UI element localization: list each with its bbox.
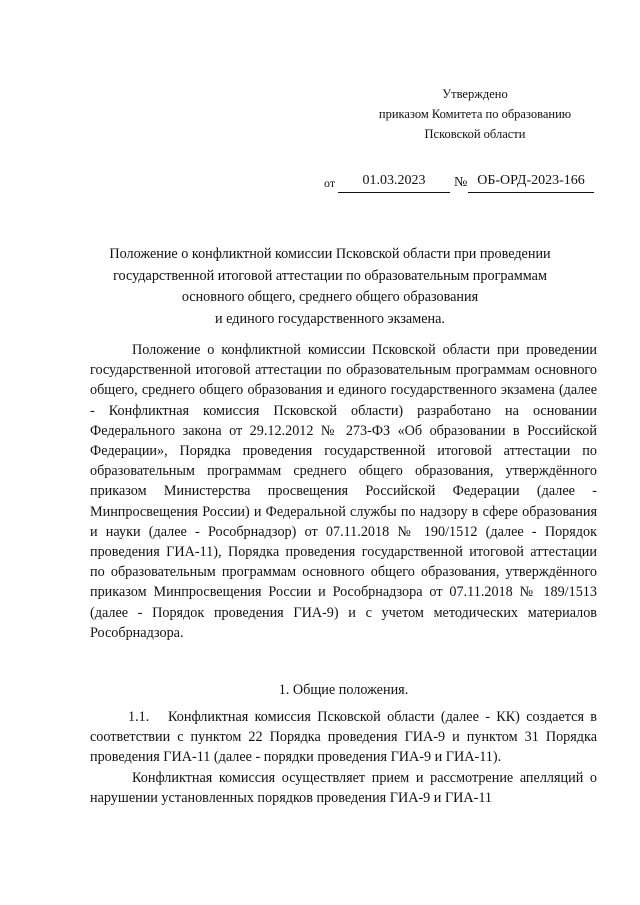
clause-paragraph [90,707,597,768]
section-paragraph [90,768,597,808]
intro-paragraph: Положение о конфликтной комиссии Псковской области при проведении государственной итоговой аттестации по образовательным программам основного общего, среднего общего образования и единого государственного экзамена (далее - Конфликтная комиссия Псковской области) разработано на основании Федерального закона от 29.12.2012 № 273-ФЗ «Об образовании в Российской Федерации», Порядка проведения государственной итоговой аттестации по образовательным программам среднего общего образования, утверждённого приказом Министерства просвещения Российской Федерации (далее - Минпросвещения России) и Федеральной службы по надзору в сфере образования и науки (далее - Рособрнадзор) от 07.11.2018 № 190/1512 (далее - Порядок проведения ГИА-11), Порядка проведения государственной итоговой аттестации по образовательным программам основного общего образования, утверждённого приказом Минпросвещения России и Рособрнадзора от 07.11.2018 № 189/1513 (далее - Порядок проведения ГИА-9) и с учетом методических материалов Рособрнадзора. [90,342,597,641]
order-number: ОБ-ОРД-2023-166 [468,172,594,193]
title-line: государственной итоговой аттестации по образовательным программам [113,267,547,284]
approval-line: приказом Комитета по образованию [378,107,572,121]
clause-text: Конфликтная комиссия Псковской области (далее - КК) создается в соответствии с пунктом 22 Порядка проведения ГИА-9 и пунктом 31 Порядка проведения ГИА-11 (далее - порядки проведения ГИА-9 и ГИА-11). [90,709,597,766]
order-date: 01.03.2023 [338,172,450,193]
clause-number: 1.1. [128,709,150,725]
appeals-paragraph: Конфликтная комиссия осуществляет прием и рассмотрение апелляций о нарушении установленных порядков проведения ГИА-9 и ГИА-11 [90,770,597,807]
intro-section [90,340,597,643]
order-details [324,171,594,193]
title-line: и единого государственного экзамена. [215,310,445,327]
approval-stamp [360,84,590,144]
approval-line: Псковской области [424,127,526,141]
title-line: основного общего, среднего общего образования [181,289,479,305]
date-label: от [324,176,336,190]
section-heading: 1. Общие положения. [278,682,409,698]
title-line: Положение о конфликтной комиссии Псковской области при проведении [109,246,551,262]
approval-line: Утверждено [442,87,508,101]
clause-1-1 [90,707,597,768]
document-title [80,244,580,330]
number-label: № [454,175,468,190]
